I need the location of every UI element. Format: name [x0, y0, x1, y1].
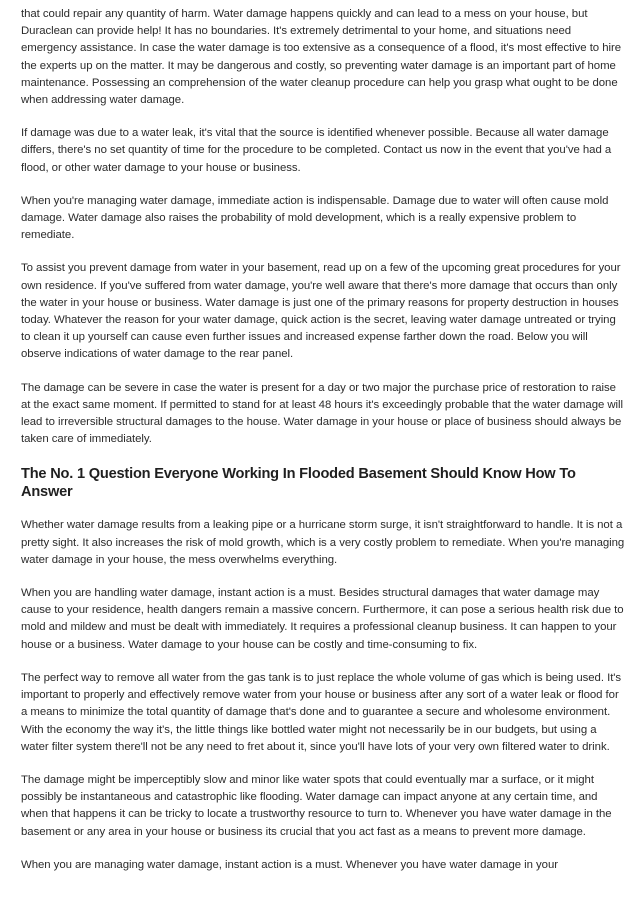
- paragraph: If damage was due to a water leak, it's vital that the source is identified whenever possible. Because all water damage differs, there's no set quantity of time for the procedure to be completed. Contact us now in the event that you've had a flood, or other water damage to your house or business.: [21, 127, 612, 174]
- paragraph: When you're managing water damage, immediate action is indispensable. Damage due to water will often cause mold damage. Water damage also raises the probability of mold development, which is a really expensive problem to remediate.: [21, 194, 609, 242]
- paragraph: When you are managing water damage, instant action is a must. Whenever you have water damage in your: [21, 858, 558, 871]
- paragraph: Whether water damage results from a leaking pipe or a hurricane storm surge, it isn't straightforward to handle. It is not a pretty sight. It also increases the risk of mold growth, which is a very costly problem to remediate. When you're managing water damage in your house, the mess overwhelms everything.: [21, 519, 625, 566]
- paragraph: The damage can be severe in case the water is present for a day or two major the purchase price of restoration to raise at the exact same moment. If permitted to stand for at least 48 hours it's exceedingly probable that the water damage will lead to irreversible structural damages to the house. Water damage in your house or place of business should always be taken care of immediately.: [21, 381, 623, 446]
- paragraph: The damage might be imperceptibly slow and minor like water spots that could eventually mar a surface, or it might possibly be instantaneous and catastrophic like flooding. Water damage can impact anyone at any certain time, and when that happens it can be tricky to locate a trustworthy resource to turn to. Whenever you have water damage in the basement or any area in your house or business its crucial that you act fast as a means to prevent more damage.: [21, 773, 612, 838]
- paragraph: To assist you prevent damage from water in your basement, read up on a few of the upcoming great procedures for your own residence. If you've suffered from water damage, you're well aware that there's more damage that occurs than only the water in your house or business. Water damage is just one of the primary reasons for property destruction in houses today. Whatever the reason for your water damage, quick action is the secret, leaving water damage untreated or trying to clean it up yourself can cause even further issues and increased expense farther down the road. Below you will observe indications of water damage to the rear panel.: [21, 262, 621, 361]
- paragraph: When you are handling water damage, instant action is a must. Besides structural damages that water damage may cause to your residence, health dangers remain a massive concern. Furthermore, it can pose a serious health risk due to mold and mildew and must be dealt with immediately. It requires a professional cleanup business. It can happen to your house or a business. Water damage to your house can be costly and time-consuming to fix.: [21, 587, 624, 651]
- section-heading: The No. 1 Question Everyone Working In Flooded Basement Should Know How To Answer: [21, 466, 576, 501]
- paragraph: that could repair any quantity of harm. Water damage happens quickly and can lead to a mess on your house, but Duraclean can provide help! It has no boundaries. It's extremely detrimental to your home, and situations need emergency assistance. In case the water damage is too extensive as a consequence of a flood, it's most effective to hire the experts up on the matter. It may be dangerous and costly, so preventing water damage is an important part of home maintenance. Possessing an comprehension of the water cleanup procedure can help you grasp what ought to be done when addressing water damage.: [21, 8, 622, 107]
- paragraph: The perfect way to remove all water from the gas tank is to just replace the whole volume of gas which is being used. It's important to properly and effectively remove water from your house or business after any sort of a water leak or flood for a means to minimize the total quantity of damage that's done and to guarantee a secure and wholesome environment. With the economy the way it's, the little things like bottled water might not necessarily be in our budgets, but using a water filter system there'll not be any need to fret about it, since you'll have lots of your very own filtered water to drink.: [21, 671, 622, 753]
